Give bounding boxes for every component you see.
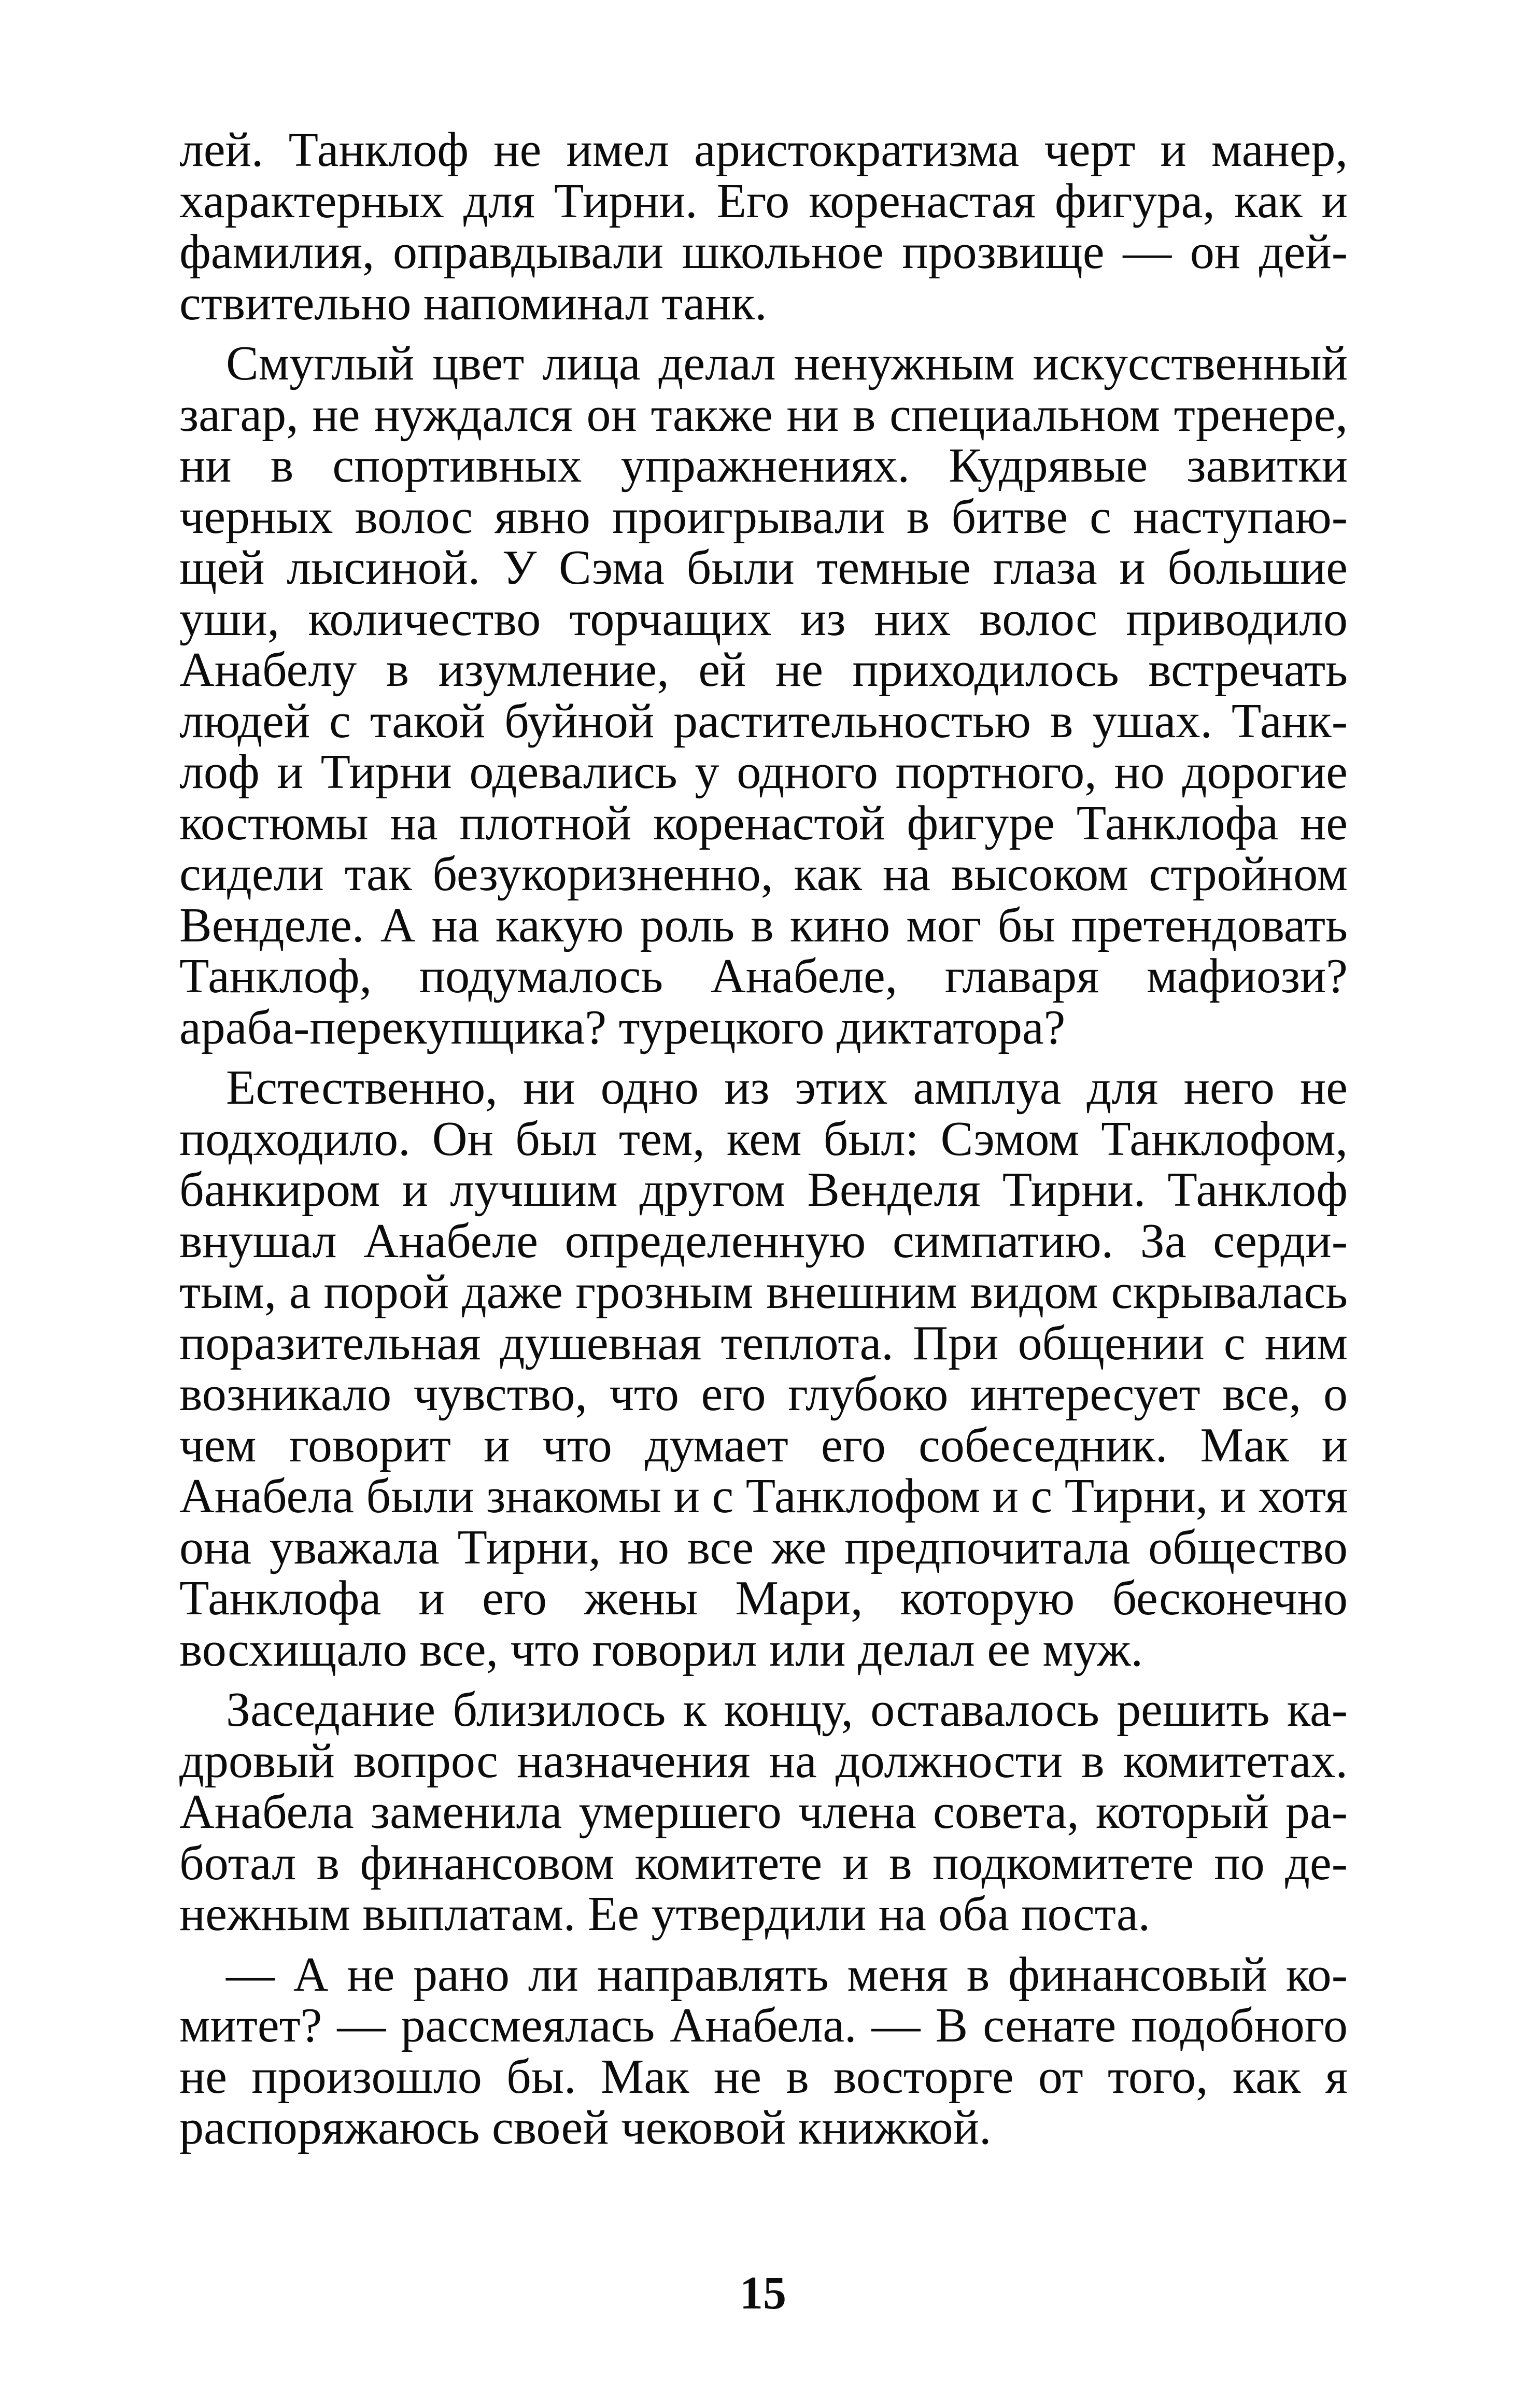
page-number: 15 — [740, 2268, 786, 2319]
paragraph-5: — А не рано ли направлять меня в финансовый комитет? — рассмеялась Анабела. — В сенате подобного не произошло бы. Мак не в восторге от того, как я распоряжаюсь своей чековой книжкой. — [179, 1947, 1348, 2154]
page-body — [179, 124, 1348, 2153]
paragraph-3: Естественно, ни одно из этих амплуа для него не подходило. Он был тем, кем был: Сэмом Танклофом, банкиром и лучшим другом Венделя Тирни. Танклоф внушал Анабеле определенную симпатию. За сердитым, а порой даже грозным внешним видом скрывалась поразительная душевная теплота. При общении с ним возникало чувство, что его глубоко интересует все, о чем говорит и что думает его собеседник. Мак и Анабела были знакомы и с Танклофом и с Тирни, и хотя она уважала Тирни, но все же предпочитала общество Танклофа и его жены Мари, которую бесконечно восхищало все, что говорил или делал ее муж. — [179, 1061, 1348, 1677]
paragraph-2: Смуглый цвет лица делал ненужным искусственный загар, не нуждался он также ни в специальном тренере, ни в спортивных упражнениях. Кудрявые завитки черных волос явно проигрывали в битве с наступающей лысиной. У Сэма были темные глаза и большие уши, количество торчащих из них волос приводило Анабелу в изумление, ей не приходилось встречать людей с такой буйной растительностью в ушах. Танклоф и Тирни одевались у одного портного, но дорогие костюмы на плотной коренастой фигуре Танклофа не сидели так безукоризненно, как на высоком стройном Венделе. А на какую роль в кино мог бы претендовать Танклоф, подумалось Анабеле, главаря мафиози? араба-перекупщика? турецкого диктатора? — [179, 336, 1348, 1054]
paragraph-1: лей. Танклоф не имел аристократизма черт и манер, характерных для Тирни. Его коренастая фигура, как и фамилия, оправдывали школьное прозвище — он действительно напоминал танк. — [179, 123, 1348, 330]
paragraph-4: Заседание близилось к концу, оставалось решить кадровый вопрос назначения на должности в комитетах. Анабела заменила умершего члена совета, который работал в финансовом комитете и в подкомитете по денежным выплатам. Ее утвердили на оба поста. — [179, 1683, 1348, 1941]
